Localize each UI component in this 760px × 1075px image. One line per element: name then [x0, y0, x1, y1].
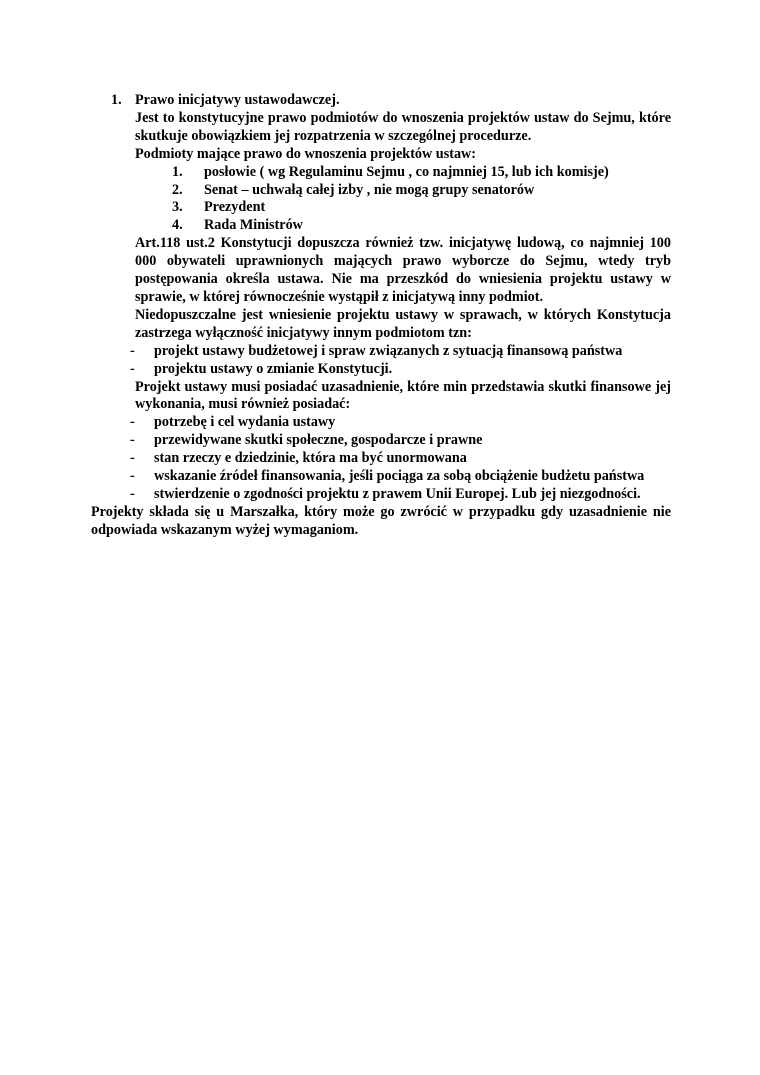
list-text: wskazanie źródeł finansowania, jeśli pociąga za sobą obciążenie budżetu państwa	[154, 468, 645, 485]
exclusive-list	[0, 343, 760, 379]
exclusive-paragraph: Niedopuszczalne jest wniesienie projektu ustawy w sprawach, w których Konstytucja zastrzega wyłączność inicjatywy innym podmiotom tzn:	[135, 306, 671, 341]
item-number: 1.	[111, 92, 122, 108]
justification-paragraph: Projekt ustawy musi posiadać uzasadnienie, które min przedstawia skutki finansowe jej wykonania, musi również posiadać:	[135, 378, 671, 413]
definition-paragraph: Jest to konstytucyjne prawo podmiotów do wnoszenia projektów ustaw do Sejmu, które skutkuje obowiązkiem jej rozpatrzenia w szczególnej procedurze.	[135, 109, 671, 144]
list-number: 4.	[172, 217, 183, 234]
list-item	[0, 468, 760, 486]
list-text: stan rzeczy e dziedzinie, która ma być unormowana	[154, 450, 467, 467]
list-text: projekt ustawy budżetowej i spraw związanych z sytuacją finansową państwa	[154, 342, 623, 359]
item-heading	[0, 92, 760, 110]
list-dash: -	[130, 450, 135, 467]
list-text: Senat – uchwałą całej izby , nie mogą grupy senatorów	[204, 181, 535, 198]
list-item	[0, 432, 760, 450]
list-text: Prezydent	[204, 199, 266, 216]
list-dash: -	[130, 432, 135, 449]
list-text: Rada Ministrów	[204, 217, 303, 234]
subjects-intro: Podmioty mające prawo do wnoszenia projektów ustaw:	[135, 145, 477, 162]
item-heading-text: Prawo inicjatywy ustawodawczej.	[135, 92, 340, 108]
document-content	[0, 92, 760, 540]
list-number: 3.	[172, 199, 183, 216]
list-item	[0, 361, 760, 379]
list-text: posłowie ( wg Regulaminu Sejmu , co najmniej 15, lub ich komisje)	[204, 163, 609, 180]
list-dash: -	[130, 360, 135, 377]
final-paragraph: Projekty składa się u Marszałka, który może go zwrócić w przypadku gdy uzasadnienie nie odpowiada wskazanym wyżej wymaganiom.	[91, 503, 671, 538]
list-item	[0, 182, 760, 200]
list-item	[0, 217, 760, 235]
list-text: stwierdzenie o zgodności projektu z prawem Unii Europej. Lub jej niezgodności.	[154, 485, 641, 502]
art118-paragraph: Art.118 ust.2 Konstytucji dopuszcza również tzw. inicjatywę ludową, co najmniej 100 000 obywateli uprawnionych mających prawo wyborcze do Sejmu, wtedy tryb postępowania określa ustawa. Nie ma przeszkód do wniesienia projektu ustawy w sprawie, w której równocześnie wystąpił z inicjatywą inny podmiot.	[135, 235, 671, 305]
list-item	[0, 199, 760, 217]
list-text: projektu ustawy o zmianie Konstytucji.	[154, 360, 393, 377]
list-dash: -	[130, 414, 135, 431]
list-number: 1.	[172, 163, 183, 180]
list-item	[0, 486, 760, 504]
list-text: potrzebę i cel wydania ustawy	[154, 414, 336, 431]
list-dash: -	[130, 485, 135, 502]
justification-list	[0, 414, 760, 504]
list-item	[0, 164, 760, 182]
list-item	[0, 343, 760, 361]
list-number: 2.	[172, 181, 183, 198]
list-item	[0, 414, 760, 432]
list-dash: -	[130, 468, 135, 485]
list-item	[0, 450, 760, 468]
subjects-list	[0, 164, 760, 236]
list-text: przewidywane skutki społeczne, gospodarcze i prawne	[154, 432, 483, 449]
list-dash: -	[130, 342, 135, 359]
